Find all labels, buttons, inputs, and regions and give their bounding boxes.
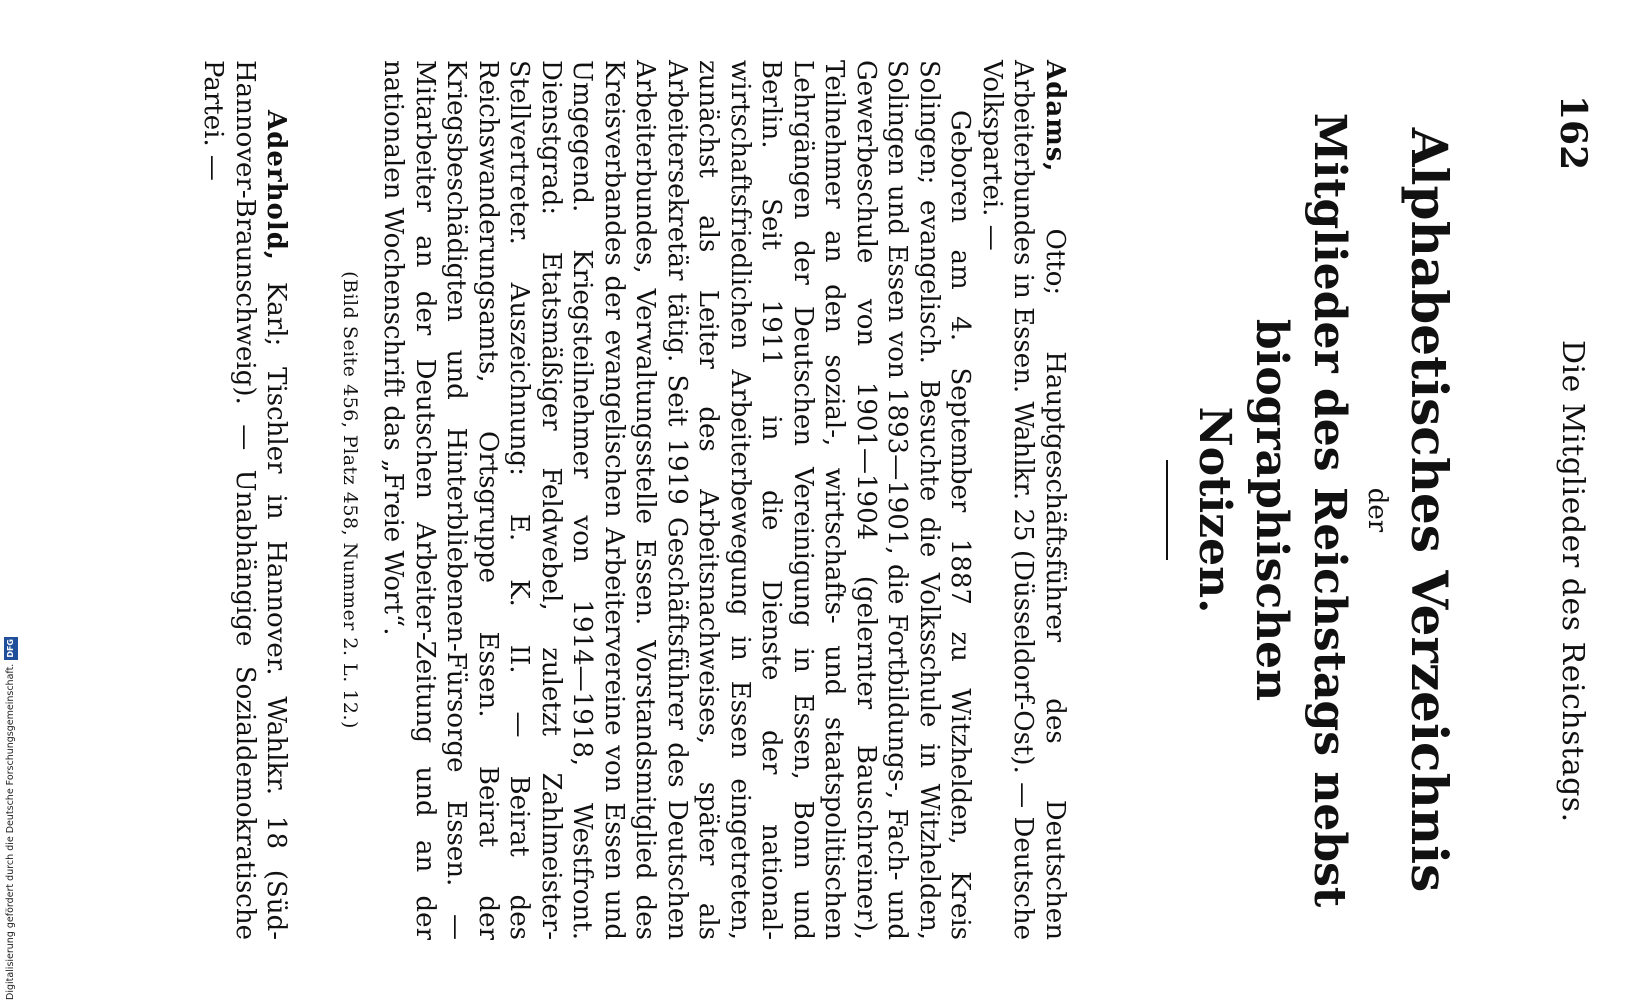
- entry-image-reference: (Bild Seite 456, Platz 458, Nummer 2. L. 12.): [339, 271, 361, 729]
- title-line-3: Notizen.: [1189, 406, 1240, 614]
- entry-header: [197, 60, 292, 940]
- dfg-logo: DFG: [4, 637, 18, 660]
- entry-summary: Otto; Hauptgeschäftsführer des Deutschen Arbeiterbundes in Essen. Wahlkr. 25 (Düsseldorf-Ost). — Deutsche Volkspartei. —: [977, 60, 1070, 940]
- entry-name: Aderhold,: [261, 110, 292, 261]
- entry-aderhold: [197, 60, 292, 940]
- title-divider: [1166, 460, 1168, 560]
- running-title: Die Mitglieder des Reichstags.: [1555, 340, 1590, 823]
- page-number: 162: [1552, 95, 1594, 171]
- title-line-1: Alphabetisches Verzeichnis: [1400, 127, 1459, 893]
- entry-name: Adams,: [1040, 60, 1070, 173]
- section-title: [1166, 60, 1460, 960]
- entry-adams: [334, 60, 1071, 940]
- digitization-note: [4, 580, 18, 1000]
- title-line-2: Mitglieder des Reichstags nebst biographischen: [1246, 112, 1355, 908]
- entry-summary: Karl; Tischler in Hannover. Wahlkr. 18 (Süd-Hannover-Braunschweig). — Unabhängige Sozialdemokratische Partei. —: [198, 60, 292, 940]
- title-der: der: [1362, 487, 1392, 533]
- entry-header: [976, 60, 1071, 940]
- running-head: [1542, 0, 1602, 1000]
- entry-biography: Geboren am 4. September 1887 zu Witzhelden, Kreis Solingen; evangelisch. Besuchte die Volksschule in Witzhelden, Solingen und Essen von 1893—1901, die Fortbildungs-, Fach- und Gewerbeschule von 1901—1904 (gelernter Bauschreiner), Teilnehmer an den sozial-, wirtschafts- und staatspolitischen Lehrgängen der Deutschen Vereinigung in Essen, Bonn und Berlin. Seit 1911 in die Dienste der national-wirtschaftsfriedlichen Arbeiterbewegung in Essen eingetreten, zunächst als Leiter des Arbeitsnachweises, später als Arbeitersekretär tätig. Seit 1919 Geschäftsführer des Deutschen Arbeiterbundes, Verwaltungsstelle Essen. Vorstandsmitglied des Kreisverbandes der evangelischen Arbeitervereine von Essen und Umgegend. Kriegsteilnehmer von 1914—1918, Westfront. Dienstgrad: Etatsmäßiger Feldwebel, zuletzt Zahlmeister-Stellvertreter. Auszeichnung: E. K. II. — Beirat des Reichswanderungsamts, Ortsgruppe Essen. Beirat der Kriegsbeschädigten und Hinterbliebenen-Fürsorge Essen. — Mitarbeiter an der Deutschen Arbeiter-Zeitung und an der nationalen Wochenschrift das „Freie Wort“.: [378, 60, 976, 940]
- digitization-credit: Digitalisierung gefördert durch die Deutsche Forschungsgemeinschaft.: [5, 663, 16, 1000]
- biography-entries: [197, 60, 1070, 940]
